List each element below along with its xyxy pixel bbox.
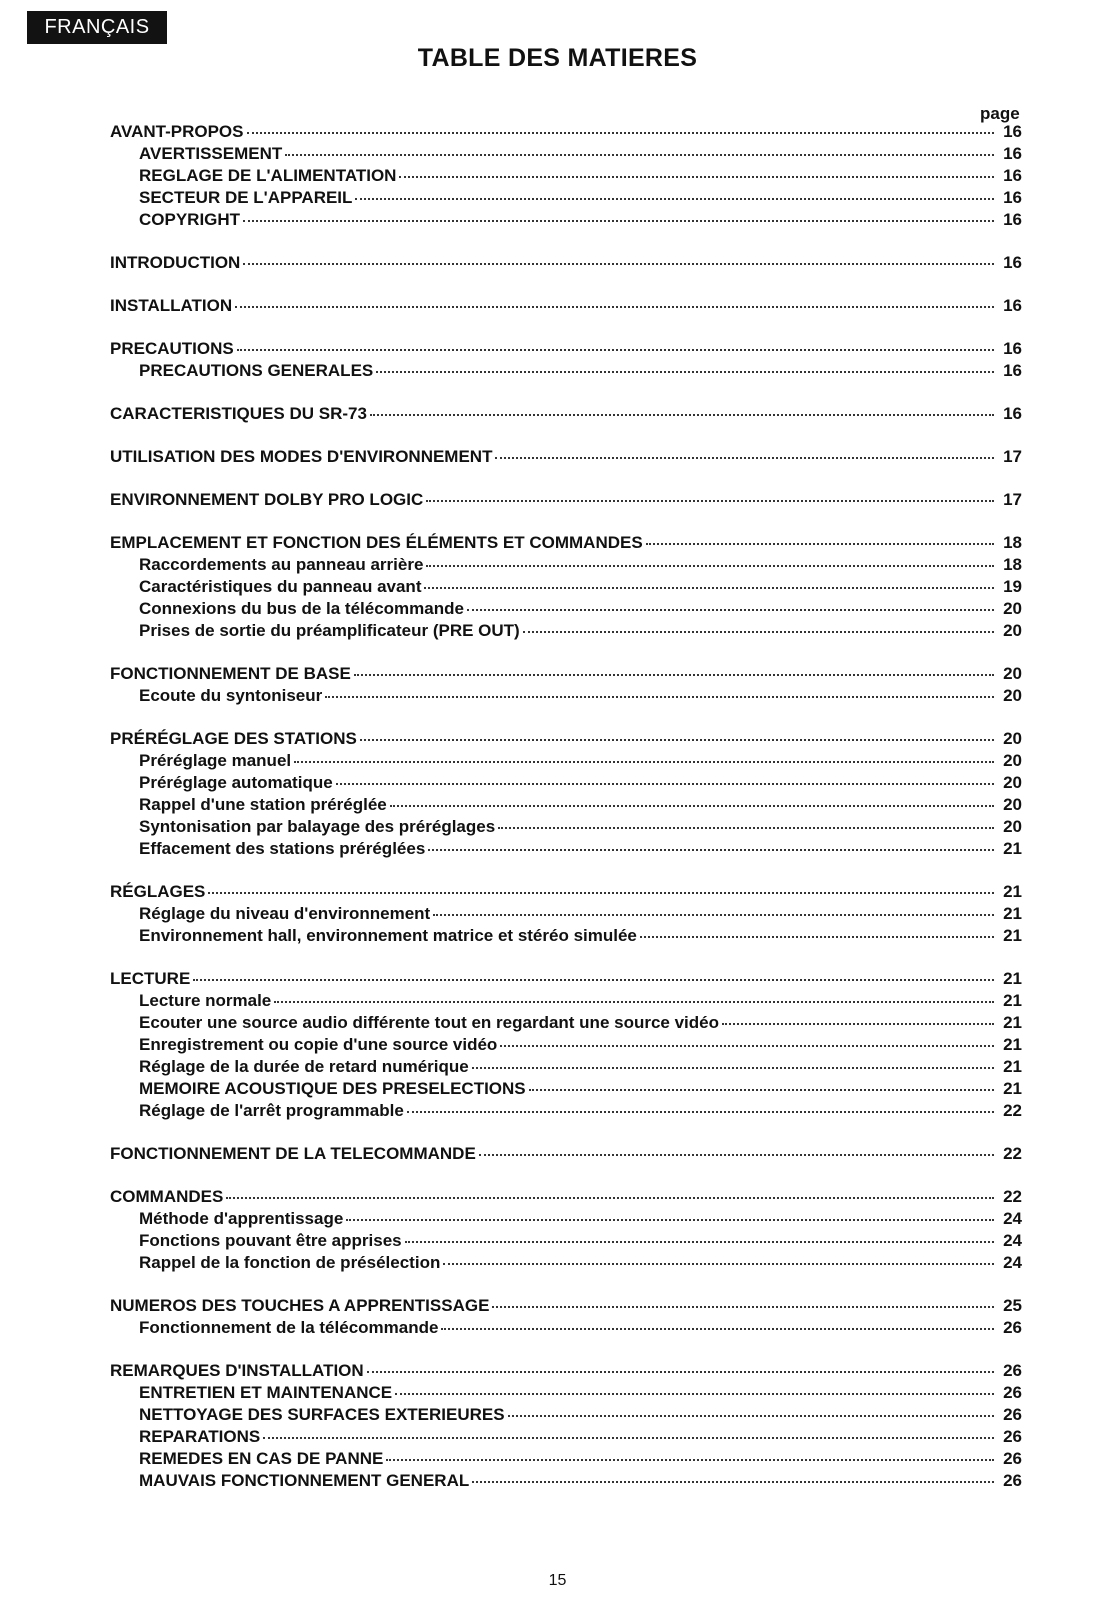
dot-leader: [479, 1153, 994, 1156]
toc-entry-label: NUMEROS DES TOUCHES A APPRENTISSAGE: [110, 1296, 490, 1315]
toc-entry-page: 21: [1003, 882, 1022, 901]
toc-section[interactable]: [110, 121, 1022, 143]
toc-subsection[interactable]: [110, 816, 1022, 838]
dot-leader: [355, 197, 994, 200]
toc-entry-label: Connexions du bus de la télécommande: [139, 599, 464, 618]
toc-entry-label: Préréglage automatique: [139, 773, 333, 792]
dot-leader: [294, 760, 994, 763]
toc-section[interactable]: [110, 728, 1022, 750]
toc-entry-label: LECTURE: [110, 969, 191, 988]
toc-entry-label: PRECAUTIONS GENERALES: [139, 361, 374, 380]
toc-entry-page: 26: [1003, 1427, 1022, 1446]
toc-entry-label: AVANT-PROPOS: [110, 122, 244, 141]
toc-entry-page: 21: [1003, 839, 1022, 858]
toc-entry-page: 21: [1003, 991, 1022, 1010]
toc-entry-label: Raccordements au panneau arrière: [139, 555, 424, 574]
toc-entry-label: Fonctionnement de la télécommande: [139, 1318, 439, 1337]
dot-leader: [386, 1458, 994, 1461]
toc-entry-page: 21: [1003, 1035, 1022, 1054]
page-title: TABLE DES MATIERES: [417, 44, 698, 72]
toc-section[interactable]: [110, 881, 1022, 903]
toc-entry-page: 16: [1003, 361, 1022, 380]
toc-entry-page: 16: [1003, 404, 1022, 423]
toc-entry-page: 21: [1003, 1057, 1022, 1076]
dot-leader: [285, 153, 994, 156]
dot-leader: [426, 564, 994, 567]
toc-subsection[interactable]: [110, 1034, 1022, 1056]
toc-entry-label: Enregistrement ou copie d'une source vidéo: [139, 1035, 498, 1054]
toc-entry-label: NETTOYAGE DES SURFACES EXTERIEURES: [139, 1405, 505, 1424]
toc-entry-label: AVERTISSEMENT: [139, 144, 283, 163]
toc-entry-label: INTRODUCTION: [110, 253, 241, 272]
dot-leader: [492, 1305, 994, 1308]
dot-leader: [367, 1370, 994, 1373]
toc-entry-label: MAUVAIS FONCTIONNEMENT GENERAL: [139, 1471, 470, 1490]
toc-entry-page: 17: [1003, 490, 1022, 509]
dot-leader: [646, 542, 994, 545]
dot-leader: [722, 1022, 994, 1025]
toc-entry-page: 16: [1003, 296, 1022, 315]
dot-leader: [390, 804, 994, 807]
toc-entry-page: 22: [1003, 1144, 1022, 1163]
toc-subsection[interactable]: [110, 750, 1022, 772]
dot-leader: [243, 219, 994, 222]
toc-entry-page: 16: [1003, 253, 1022, 272]
toc-entry-page: 20: [1003, 621, 1022, 640]
toc-entry-page: 24: [1003, 1231, 1022, 1250]
toc-entry-page: 26: [1003, 1361, 1022, 1380]
dot-leader: [508, 1414, 994, 1417]
toc-entry-page: 26: [1003, 1405, 1022, 1424]
language-badge: FRANÇAIS: [27, 11, 167, 44]
toc-entry-label: REMARQUES D'INSTALLATION: [110, 1361, 364, 1380]
dot-leader: [441, 1327, 994, 1330]
dot-leader: [529, 1088, 994, 1091]
toc-entry-label: MEMOIRE ACOUSTIQUE DES PRESELECTIONS: [139, 1079, 526, 1098]
toc-entry-label: Fonctions pouvant être apprises: [139, 1231, 402, 1250]
toc-subsection[interactable]: [110, 1252, 1022, 1274]
toc-subsection[interactable]: [110, 990, 1022, 1012]
toc-entry-page: 17: [1003, 447, 1022, 466]
toc-entry-page: 20: [1003, 599, 1022, 618]
toc-entry-label: REMEDES EN CAS DE PANNE: [139, 1449, 384, 1468]
toc-entry-label: ENVIRONNEMENT DOLBY PRO LOGIC: [110, 490, 424, 509]
toc-subsection[interactable]: [110, 1078, 1022, 1100]
toc-entry-label: PRÉRÉGLAGE DES STATIONS: [110, 729, 357, 748]
toc-section[interactable]: [110, 532, 1022, 554]
dot-leader: [443, 1262, 994, 1265]
dot-leader: [467, 608, 994, 611]
toc-entry-page: 21: [1003, 1013, 1022, 1032]
toc-entry-label: INSTALLATION: [110, 296, 233, 315]
toc-subsection[interactable]: [110, 1317, 1022, 1339]
toc-entry-page: 19: [1003, 577, 1022, 596]
dot-leader: [274, 1000, 994, 1003]
dot-leader: [243, 262, 994, 265]
toc-entry-label: Ecoute du syntoniseur: [139, 686, 323, 705]
toc-entry-page: 16: [1003, 339, 1022, 358]
toc-entry-label: SECTEUR DE L'APPAREIL: [139, 188, 353, 207]
dot-leader: [226, 1196, 994, 1199]
dot-leader: [433, 913, 994, 916]
toc-entry-page: 21: [1003, 926, 1022, 945]
toc-entry-page: 24: [1003, 1253, 1022, 1272]
dot-leader: [424, 586, 994, 589]
toc-entry-page: 20: [1003, 795, 1022, 814]
toc-subsection[interactable]: [110, 1448, 1022, 1470]
toc-entry-page: 25: [1003, 1296, 1022, 1315]
toc-entry-label: FONCTIONNEMENT DE LA TELECOMMANDE: [110, 1144, 476, 1163]
toc-subsection[interactable]: [110, 1056, 1022, 1078]
toc-entry-page: 16: [1003, 122, 1022, 141]
toc-subsection[interactable]: [110, 685, 1022, 707]
toc-entry-label: Réglage de l'arrêt programmable: [139, 1101, 404, 1120]
toc-subsection[interactable]: [110, 1100, 1022, 1122]
toc-entry-label: Environnement hall, environnement matrice et stéréo simulée: [139, 926, 637, 945]
toc-subsection[interactable]: [110, 620, 1022, 642]
toc-entry-page: 16: [1003, 210, 1022, 229]
toc-subsection[interactable]: [110, 360, 1022, 382]
toc-entry-label: FONCTIONNEMENT DE BASE: [110, 664, 351, 683]
toc-subsection[interactable]: [110, 209, 1022, 231]
toc-subsection[interactable]: [110, 576, 1022, 598]
dot-leader: [399, 175, 994, 178]
toc-entry-label: Ecouter une source audio différente tout en regardant une source vidéo: [139, 1013, 719, 1032]
toc-entry-label: REGLAGE DE L'ALIMENTATION: [139, 166, 397, 185]
dot-leader: [472, 1066, 994, 1069]
toc-entry-label: Syntonisation par balayage des préréglages: [139, 817, 496, 836]
toc-entry-label: Rappel de la fonction de présélection: [139, 1253, 441, 1272]
toc-section[interactable]: [110, 446, 1022, 468]
toc-subsection[interactable]: [110, 1404, 1022, 1426]
page-column-label: page: [980, 104, 1020, 123]
toc-section[interactable]: [110, 663, 1022, 685]
toc-entry-label: Réglage du niveau d'environnement: [139, 904, 431, 923]
toc-entry-label: COMMANDES: [110, 1187, 224, 1206]
dot-leader: [428, 848, 994, 851]
toc-section[interactable]: [110, 1186, 1022, 1208]
toc-subsection[interactable]: [110, 187, 1022, 209]
dot-leader: [407, 1110, 994, 1113]
toc-entry-page: 20: [1003, 729, 1022, 748]
toc-entry-label: COPYRIGHT: [139, 210, 241, 229]
toc-entry-label: Caractéristiques du panneau avant: [139, 577, 422, 596]
dot-leader: [235, 305, 994, 308]
toc-entry-label: UTILISATION DES MODES D'ENVIRONNEMENT: [110, 447, 493, 466]
toc-section[interactable]: [110, 1295, 1022, 1317]
dot-leader: [370, 413, 994, 416]
toc-subsection[interactable]: [110, 143, 1022, 165]
toc-subsection[interactable]: [110, 794, 1022, 816]
toc-section[interactable]: [110, 1360, 1022, 1382]
toc-subsection[interactable]: [110, 165, 1022, 187]
toc-entry-page: 26: [1003, 1383, 1022, 1402]
toc-entry-label: Prises de sortie du préamplificateur (PRE OUT): [139, 621, 520, 640]
toc-subsection[interactable]: [110, 598, 1022, 620]
toc-entry-page: 20: [1003, 773, 1022, 792]
page-number: 15: [548, 1572, 567, 1589]
toc-entry-page: 22: [1003, 1187, 1022, 1206]
toc-entry-page: 24: [1003, 1209, 1022, 1228]
toc-section[interactable]: [110, 968, 1022, 990]
toc-entry-label: REPARATIONS: [139, 1427, 261, 1446]
dot-leader: [247, 131, 995, 134]
toc-subsection[interactable]: [110, 1382, 1022, 1404]
toc-section[interactable]: [110, 295, 1022, 317]
toc-entry-page: 16: [1003, 166, 1022, 185]
dot-leader: [325, 695, 994, 698]
dot-leader: [395, 1392, 994, 1395]
toc-entry-label: Lecture normale: [139, 991, 272, 1010]
toc-entry-page: 20: [1003, 664, 1022, 683]
dot-leader: [640, 935, 994, 938]
toc-entry-page: 20: [1003, 751, 1022, 770]
toc-entry-page: 21: [1003, 969, 1022, 988]
toc-entry-label: Effacement des stations préréglées: [139, 839, 426, 858]
dot-leader: [346, 1218, 994, 1221]
toc-section[interactable]: [110, 252, 1022, 274]
toc-entry-label: PRECAUTIONS: [110, 339, 234, 358]
toc-entry-page: 26: [1003, 1449, 1022, 1468]
dot-leader: [426, 499, 994, 502]
toc-subsection[interactable]: [110, 554, 1022, 576]
dot-leader: [208, 891, 994, 894]
toc-entry-label: Réglage de la durée de retard numérique: [139, 1057, 469, 1076]
toc-entry-page: 21: [1003, 1079, 1022, 1098]
toc-subsection[interactable]: [110, 838, 1022, 860]
toc-section[interactable]: [110, 338, 1022, 360]
dot-leader: [376, 370, 994, 373]
dot-leader: [336, 782, 994, 785]
dot-leader: [495, 456, 994, 459]
toc-entry-page: 20: [1003, 817, 1022, 836]
toc-entry-page: 16: [1003, 188, 1022, 207]
dot-leader: [263, 1436, 994, 1439]
toc-entry-label: CARACTERISTIQUES DU SR-73: [110, 404, 367, 423]
toc-subsection[interactable]: [110, 772, 1022, 794]
toc-entry-label: Préréglage manuel: [139, 751, 292, 770]
toc-subsection[interactable]: [110, 1470, 1022, 1492]
toc-entry-label: EMPLACEMENT ET FONCTION DES ÉLÉMENTS ET COMMANDES: [110, 533, 643, 552]
dot-leader: [360, 738, 994, 741]
toc-entry-page: 18: [1003, 555, 1022, 574]
toc-entry-page: 20: [1003, 686, 1022, 705]
toc-section[interactable]: [110, 403, 1022, 425]
toc-entry-label: RÉGLAGES: [110, 882, 206, 901]
toc-subsection[interactable]: [110, 1230, 1022, 1252]
toc-entry-label: ENTRETIEN ET MAINTENANCE: [139, 1383, 393, 1402]
toc-section[interactable]: [110, 489, 1022, 511]
dot-leader: [354, 673, 994, 676]
toc-subsection[interactable]: [110, 1012, 1022, 1034]
toc-subsection[interactable]: [110, 1426, 1022, 1448]
toc-entry-page: 26: [1003, 1471, 1022, 1490]
toc-subsection[interactable]: [110, 925, 1022, 947]
toc-entry-page: 18: [1003, 533, 1022, 552]
toc-entry-page: 22: [1003, 1101, 1022, 1120]
toc-subsection[interactable]: [110, 1208, 1022, 1230]
toc-entry-label: Méthode d'apprentissage: [139, 1209, 344, 1228]
toc-entry-page: 21: [1003, 904, 1022, 923]
toc-entry-page: 16: [1003, 144, 1022, 163]
table-of-contents: [110, 121, 1022, 1492]
dot-leader: [193, 978, 994, 981]
dot-leader: [500, 1044, 994, 1047]
dot-leader: [523, 630, 994, 633]
dot-leader: [405, 1240, 994, 1243]
dot-leader: [237, 348, 994, 351]
toc-entry-label: Rappel d'une station préréglée: [139, 795, 387, 814]
dot-leader: [498, 826, 994, 829]
dot-leader: [472, 1480, 994, 1483]
toc-section[interactable]: [110, 1143, 1022, 1165]
toc-entry-page: 26: [1003, 1318, 1022, 1337]
toc-subsection[interactable]: [110, 903, 1022, 925]
